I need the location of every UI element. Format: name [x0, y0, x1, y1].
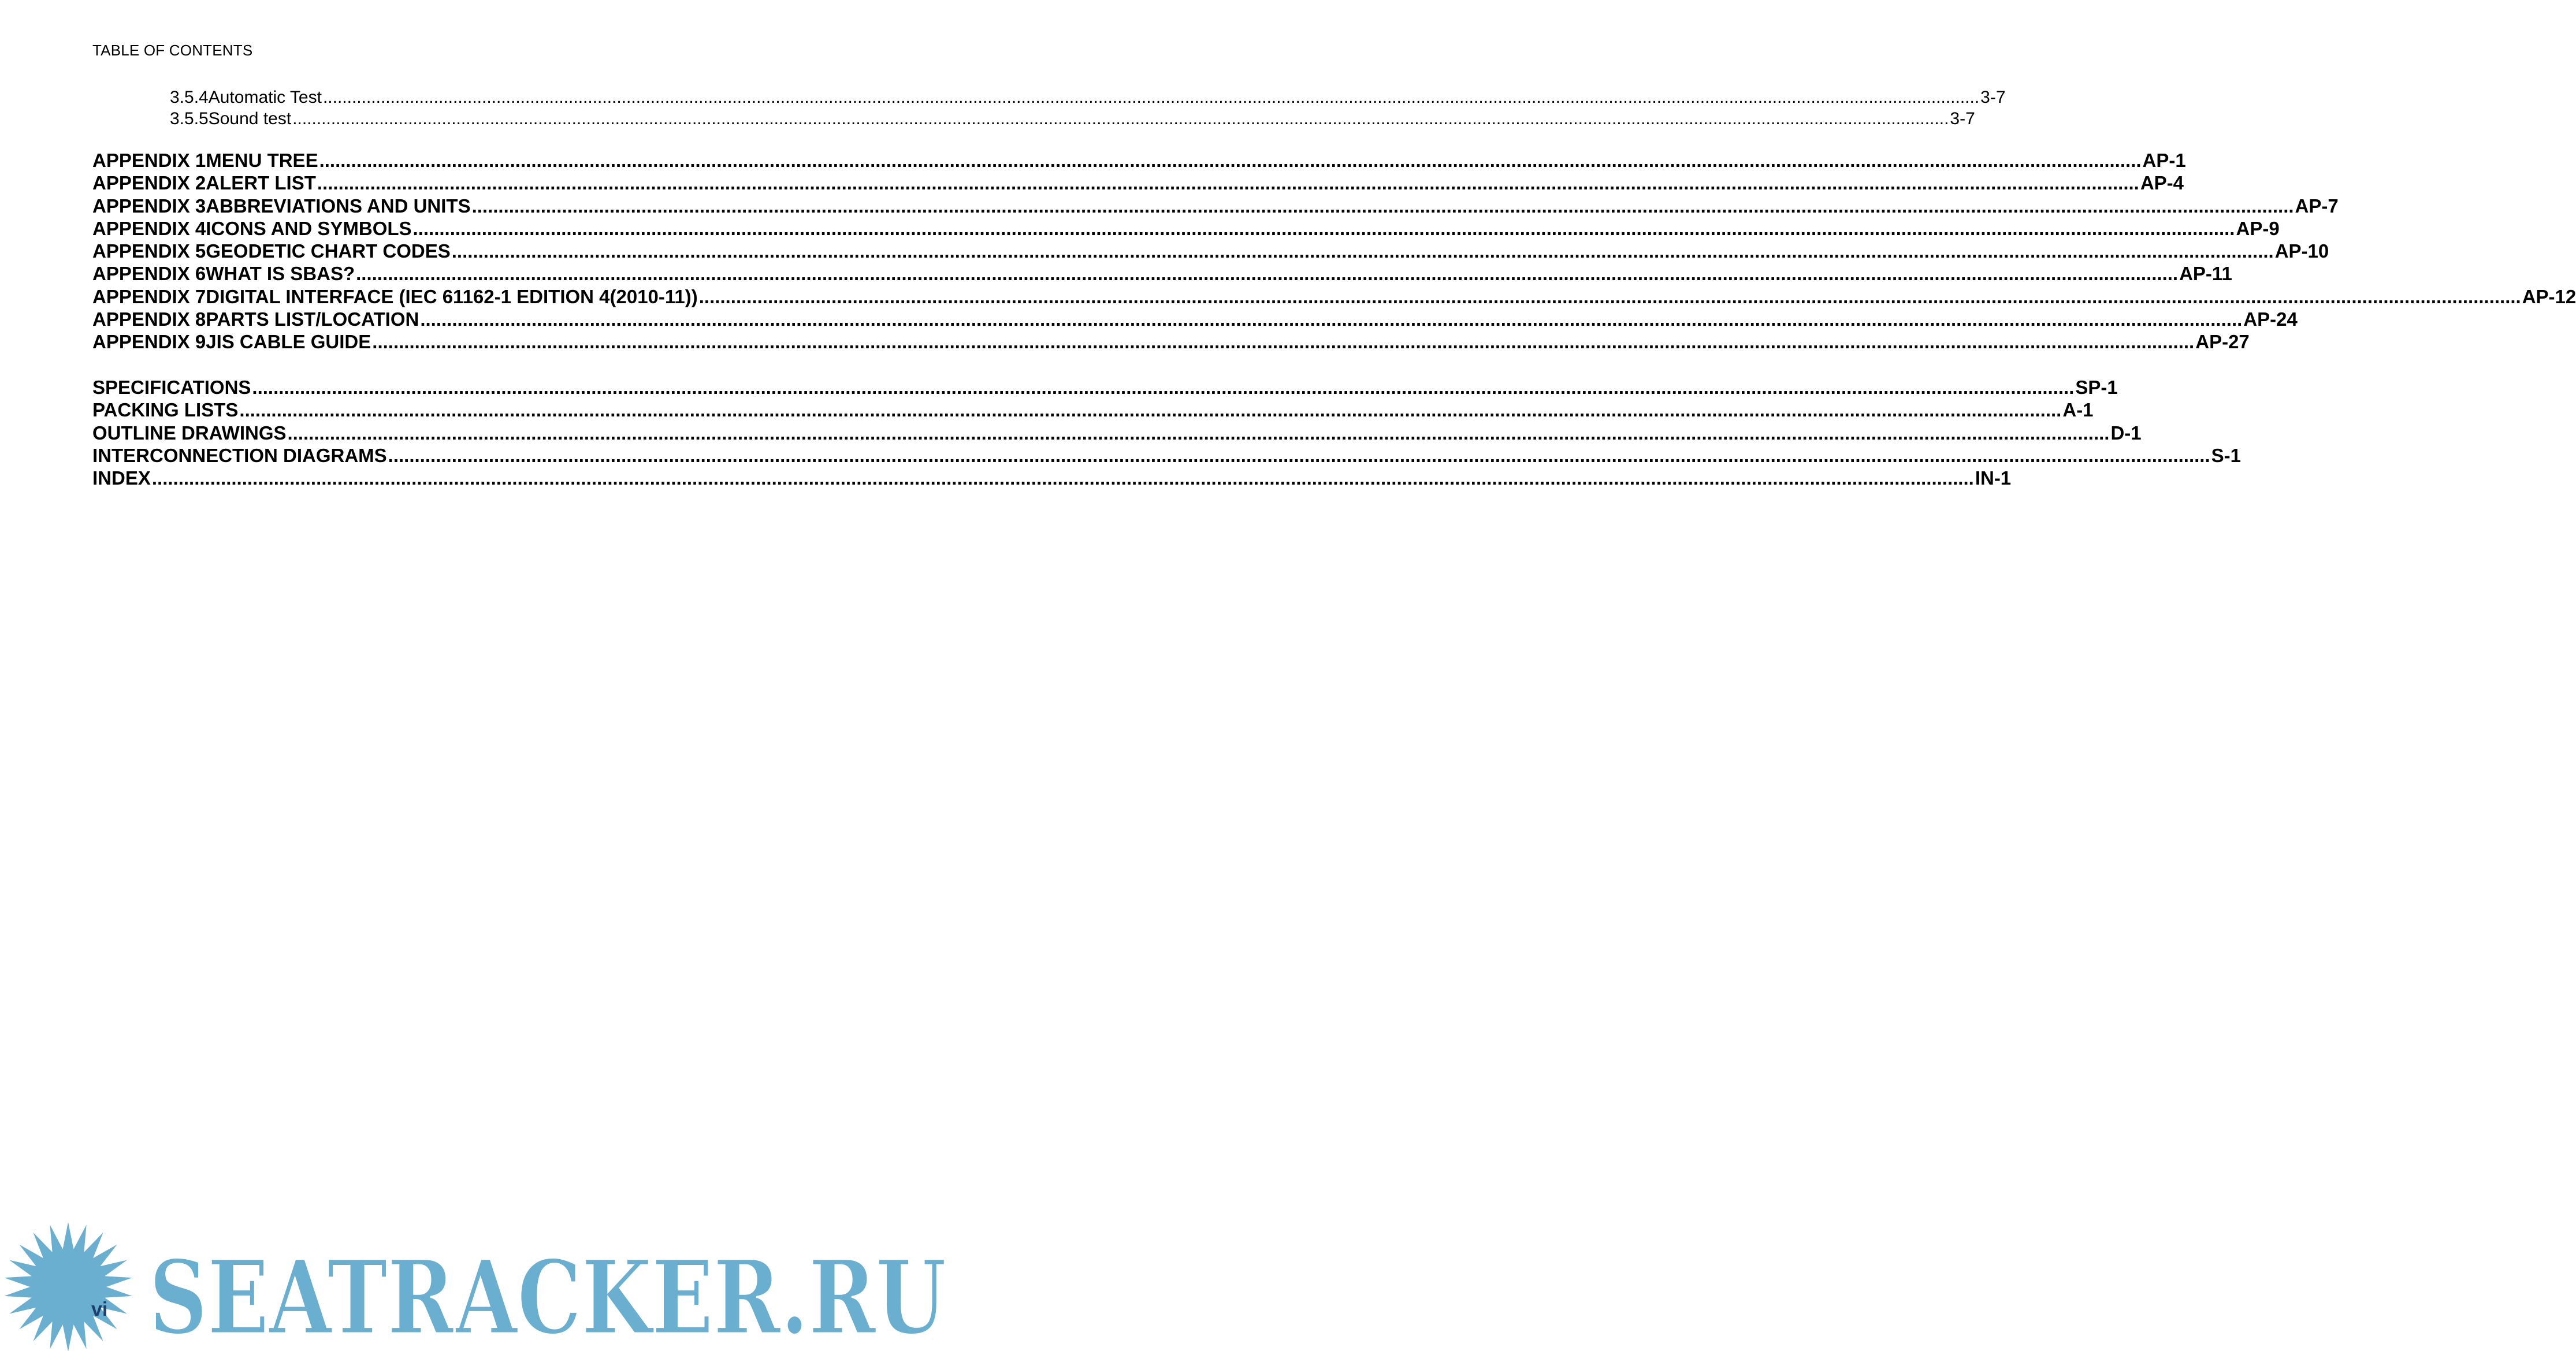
toc-subsections — [92, 87, 2006, 129]
watermark-banner — [0, 1219, 956, 1351]
entry-title: INDEX — [92, 467, 151, 489]
entry-title: GEODETIC CHART CODES — [206, 240, 451, 262]
entry-number: APPENDIX 5 — [92, 240, 206, 262]
toc-entry-appendix-4[interactable] — [92, 217, 2280, 240]
toc-entry-interconnection-diagrams[interactable] — [92, 444, 2241, 467]
dot-leader — [319, 149, 2142, 172]
toc-entry-appendix-5[interactable] — [92, 240, 2329, 262]
toc-back-matter — [92, 376, 2241, 489]
entry-title: DIGITAL INTERFACE (IEC 61162-1 EDITION 4(2010-11)) — [206, 285, 698, 307]
dot-leader — [292, 108, 1949, 129]
entry-page: SP-1 — [2075, 377, 2118, 398]
toc-entry[interactable] — [92, 87, 2006, 108]
dot-leader — [356, 262, 2178, 285]
dot-leader — [152, 467, 1974, 489]
toc-entry-appendix-2[interactable] — [92, 172, 2184, 194]
entry-title: PACKING LISTS — [92, 399, 239, 421]
entry-page: AP-10 — [2274, 240, 2329, 262]
dot-leader — [252, 376, 2074, 399]
page-header: TABLE OF CONTENTS — [92, 42, 253, 59]
dot-leader — [472, 195, 2294, 217]
entry-title: PARTS LIST/LOCATION — [206, 308, 419, 330]
toc-entry-appendix-9[interactable] — [92, 330, 2250, 353]
entry-number: APPENDIX 1 — [92, 150, 206, 171]
toc-entry-appendix-1[interactable] — [92, 149, 2186, 172]
dot-leader — [317, 172, 2139, 194]
entry-title: INTERCONNECTION DIAGRAMS — [92, 444, 387, 466]
entry-page: S-1 — [2211, 444, 2241, 466]
entry-title: Sound test — [208, 109, 292, 128]
entry-title: Automatic Test — [208, 88, 322, 107]
dot-leader — [239, 399, 2061, 421]
entry-page: IN-1 — [1975, 467, 2012, 489]
entry-number: APPENDIX 8 — [92, 308, 206, 330]
toc-entry-appendix-7[interactable] — [92, 285, 2576, 308]
entry-number: APPENDIX 4 — [92, 217, 206, 239]
entry-page: AP-24 — [2243, 308, 2298, 330]
entry-page: D-1 — [2110, 422, 2142, 444]
entry-number: APPENDIX 7 — [92, 285, 206, 307]
dot-leader — [420, 308, 2242, 330]
entry-page: 3-7 — [1950, 109, 1975, 128]
entry-number: 3.5.5 — [170, 109, 209, 128]
dot-leader — [288, 422, 2110, 444]
entry-page: AP-1 — [2142, 150, 2186, 171]
sun-burst-icon — [4, 1222, 132, 1351]
entry-title: ICONS AND SYMBOLS — [206, 217, 412, 239]
entry-title: JIS CABLE GUIDE — [206, 331, 371, 353]
entry-number: APPENDIX 3 — [92, 195, 206, 217]
toc-entry-appendix-3[interactable] — [92, 195, 2339, 217]
dot-leader — [323, 87, 1979, 108]
entry-page: AP-4 — [2140, 172, 2184, 194]
entry-page: AP-11 — [2179, 263, 2232, 285]
entry-page: AP-12 — [2522, 285, 2576, 307]
entry-title: ABBREVIATIONS AND UNITS — [206, 195, 471, 217]
toc-entry-appendix-8[interactable] — [92, 308, 2298, 330]
entry-title: ALERT LIST — [206, 172, 316, 194]
entry-title: OUTLINE DRAWINGS — [92, 422, 287, 444]
entry-title: MENU TREE — [206, 150, 318, 171]
entry-number: 3.5.4 — [170, 88, 209, 107]
toc-entry[interactable] — [92, 108, 1975, 129]
page-number: vi — [91, 1298, 108, 1320]
dot-leader — [372, 330, 2194, 353]
entry-page: 3-7 — [1980, 88, 2006, 107]
toc-entry-appendix-6[interactable] — [92, 262, 2232, 285]
dot-leader — [699, 285, 2521, 308]
toc-entry-specifications[interactable] — [92, 376, 2118, 399]
entry-page: AP-9 — [2236, 217, 2280, 239]
watermark-text: SEATRACKER.RU — [149, 1238, 946, 1351]
dot-leader — [452, 240, 2274, 262]
toc-entry-packing-lists[interactable] — [92, 399, 2094, 421]
entry-title: SPECIFICATIONS — [92, 377, 251, 398]
entry-number: APPENDIX 9 — [92, 331, 206, 353]
toc-appendices — [92, 149, 2576, 353]
entry-number: APPENDIX 6 — [92, 263, 206, 285]
entry-number: APPENDIX 2 — [92, 172, 206, 194]
entry-title: WHAT IS SBAS? — [206, 263, 355, 285]
toc-entry-index[interactable] — [92, 467, 2012, 489]
entry-page: AP-7 — [2295, 195, 2339, 217]
entry-page: AP-27 — [2195, 331, 2250, 353]
dot-leader — [413, 217, 2235, 240]
entry-page: A-1 — [2062, 399, 2094, 421]
dot-leader — [388, 444, 2210, 467]
toc-entry-outline-drawings[interactable] — [92, 422, 2142, 444]
